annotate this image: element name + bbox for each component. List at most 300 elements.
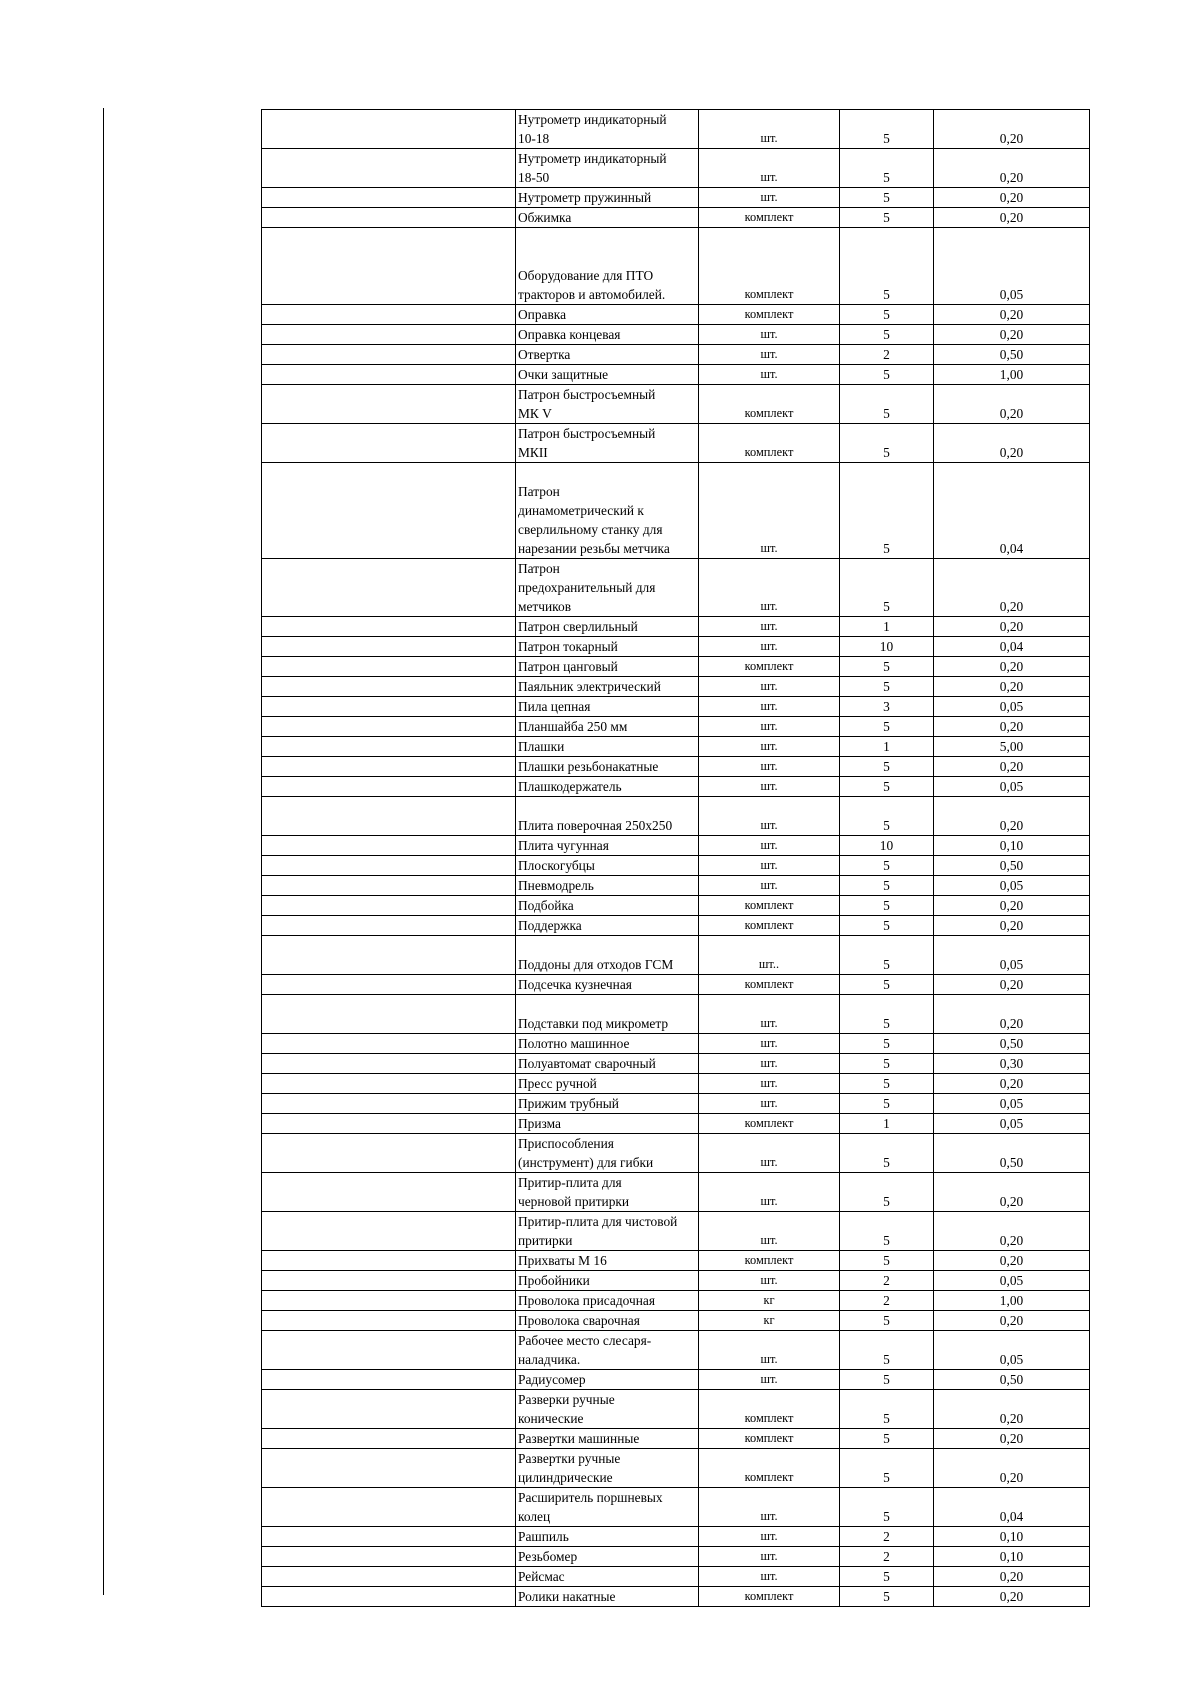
coefficient-cell: 0,20	[934, 757, 1090, 777]
coefficient-cell: 0,05	[934, 936, 1090, 975]
item-name-line: метчиков	[518, 599, 572, 614]
table-row	[262, 1074, 1090, 1094]
empty-cell	[262, 777, 516, 797]
page-margin-line	[103, 108, 104, 1595]
quantity-cell: 5	[840, 797, 934, 836]
empty-cell	[262, 1567, 516, 1587]
table-row	[262, 305, 1090, 325]
item-name-cell	[516, 1054, 699, 1074]
item-name-cell	[516, 1331, 699, 1370]
table-row	[262, 208, 1090, 228]
unit-cell: шт.	[699, 188, 840, 208]
item-name-line: Пресс ручной	[518, 1076, 597, 1091]
item-name-line: Патрон токарный	[518, 639, 618, 654]
empty-cell	[262, 385, 516, 424]
empty-cell	[262, 1074, 516, 1094]
unit-cell: шт.	[699, 325, 840, 345]
unit-cell: комплект	[699, 896, 840, 916]
item-name-line	[518, 995, 696, 1014]
item-name-line: Плашкодержатель	[518, 779, 622, 794]
empty-cell	[262, 856, 516, 876]
table-row	[262, 188, 1090, 208]
item-name-cell	[516, 305, 699, 325]
table-row	[262, 1212, 1090, 1251]
quantity-cell: 5	[840, 777, 934, 797]
item-name-line: Проволока сварочная	[518, 1313, 640, 1328]
empty-cell	[262, 208, 516, 228]
empty-cell	[262, 1429, 516, 1449]
unit-cell: шт.	[699, 1331, 840, 1370]
table-row	[262, 559, 1090, 617]
coefficient-cell: 0,20	[934, 677, 1090, 697]
coefficient-cell: 0,20	[934, 1251, 1090, 1271]
unit-cell: шт.	[699, 617, 840, 637]
empty-cell	[262, 936, 516, 975]
quantity-cell: 5	[840, 1251, 934, 1271]
coefficient-cell: 0,20	[934, 1429, 1090, 1449]
item-name-cell	[516, 208, 699, 228]
empty-cell	[262, 1291, 516, 1311]
item-name-line: Патрон	[518, 561, 560, 576]
item-name-line: колец	[518, 1509, 551, 1524]
item-name-cell	[516, 657, 699, 677]
item-name-line: Пневмодрель	[518, 878, 594, 893]
quantity-cell: 5	[840, 677, 934, 697]
item-name-cell	[516, 995, 699, 1034]
quantity-cell: 5	[840, 365, 934, 385]
empty-cell	[262, 345, 516, 365]
item-name-cell	[516, 1212, 699, 1251]
item-name-line: Рашпиль	[518, 1529, 569, 1544]
item-name-line: притирки	[518, 1233, 573, 1248]
item-name-cell	[516, 916, 699, 936]
quantity-cell: 5	[840, 916, 934, 936]
empty-cell	[262, 1527, 516, 1547]
unit-cell: шт.	[699, 697, 840, 717]
empty-cell	[262, 757, 516, 777]
quantity-cell: 5	[840, 1587, 934, 1607]
empty-cell	[262, 697, 516, 717]
item-name-line: МК V	[518, 406, 552, 421]
quantity-cell: 5	[840, 325, 934, 345]
equipment-table-body	[262, 110, 1090, 1607]
empty-cell	[262, 228, 516, 305]
item-name-line: Планшайба 250 мм	[518, 719, 628, 734]
unit-cell: шт.	[699, 1370, 840, 1390]
item-name-line: Патрон сверлильный	[518, 619, 638, 634]
unit-cell: шт.	[699, 876, 840, 896]
item-name-line: конические	[518, 1411, 584, 1426]
item-name-cell	[516, 777, 699, 797]
table-row	[262, 1587, 1090, 1607]
quantity-cell: 10	[840, 637, 934, 657]
item-name-line: Обжимка	[518, 210, 572, 225]
item-name-line: Рейсмас	[518, 1569, 565, 1584]
coefficient-cell: 0,04	[934, 1488, 1090, 1527]
item-name-line: Нутрометр пружинный	[518, 190, 652, 205]
item-name-line: Очки защитные	[518, 367, 609, 382]
empty-cell	[262, 896, 516, 916]
quantity-cell: 5	[840, 717, 934, 737]
item-name-cell	[516, 228, 699, 305]
empty-cell	[262, 1587, 516, 1607]
item-name-line: (инструмент) для гибки	[518, 1155, 654, 1170]
unit-cell: шт.	[699, 717, 840, 737]
table-row	[262, 228, 1090, 305]
table-row	[262, 637, 1090, 657]
item-name-line: Развертки ручные	[518, 1451, 621, 1466]
empty-cell	[262, 424, 516, 463]
empty-cell	[262, 1134, 516, 1173]
item-name-cell	[516, 737, 699, 757]
table-row	[262, 1114, 1090, 1134]
item-name-cell	[516, 1134, 699, 1173]
item-name-line: Патрон быстросъемный	[518, 426, 656, 441]
quantity-cell: 2	[840, 1527, 934, 1547]
unit-cell: шт.	[699, 995, 840, 1034]
item-name-line: Поддержка	[518, 918, 582, 933]
coefficient-cell: 0,20	[934, 896, 1090, 916]
unit-cell: шт.	[699, 757, 840, 777]
quantity-cell: 2	[840, 1547, 934, 1567]
item-name-line: черновой притирки	[518, 1194, 630, 1209]
item-name-cell	[516, 1094, 699, 1114]
table-row	[262, 1291, 1090, 1311]
item-name-cell	[516, 1074, 699, 1094]
item-name-line: Оправка	[518, 307, 567, 322]
item-name-line: Плита чугунная	[518, 838, 609, 853]
empty-cell	[262, 1212, 516, 1251]
item-name-cell	[516, 1173, 699, 1212]
table-row	[262, 717, 1090, 737]
coefficient-cell: 0,05	[934, 1094, 1090, 1114]
coefficient-cell: 0,20	[934, 1390, 1090, 1429]
table-row	[262, 1390, 1090, 1429]
empty-cell	[262, 325, 516, 345]
item-name-line: Прижим трубный	[518, 1096, 619, 1111]
table-row	[262, 757, 1090, 777]
empty-cell	[262, 1251, 516, 1271]
item-name-cell	[516, 836, 699, 856]
coefficient-cell: 0,05	[934, 1114, 1090, 1134]
quantity-cell: 5	[840, 1390, 934, 1429]
quantity-cell: 3	[840, 697, 934, 717]
coefficient-cell: 0,20	[934, 1311, 1090, 1331]
quantity-cell: 2	[840, 345, 934, 365]
coefficient-cell: 0,20	[934, 657, 1090, 677]
unit-cell: шт.	[699, 1094, 840, 1114]
item-name-line: Разверки ручные	[518, 1392, 615, 1407]
coefficient-cell: 0,20	[934, 424, 1090, 463]
coefficient-cell: 5,00	[934, 737, 1090, 757]
quantity-cell: 5	[840, 1054, 934, 1074]
item-name-line: Прихваты М 16	[518, 1253, 607, 1268]
quantity-cell: 2	[840, 1291, 934, 1311]
coefficient-cell: 0,20	[934, 559, 1090, 617]
quantity-cell: 5	[840, 1173, 934, 1212]
item-name-cell	[516, 1547, 699, 1567]
coefficient-cell: 0,50	[934, 1370, 1090, 1390]
equipment-table	[261, 109, 1090, 1607]
quantity-cell: 5	[840, 1567, 934, 1587]
unit-cell: шт.	[699, 1271, 840, 1291]
unit-cell: шт.	[699, 1034, 840, 1054]
item-name-cell	[516, 1488, 699, 1527]
item-name-cell	[516, 896, 699, 916]
item-name-line: Оправка концевая	[518, 327, 621, 342]
table-row	[262, 1134, 1090, 1173]
quantity-cell: 5	[840, 1449, 934, 1488]
item-name-cell	[516, 110, 699, 149]
quantity-cell: 5	[840, 936, 934, 975]
item-name-line: Плита поверочная 250х250	[518, 818, 673, 833]
quantity-cell: 5	[840, 188, 934, 208]
item-name-line: нарезании резьбы метчика	[518, 541, 670, 556]
empty-cell	[262, 1114, 516, 1134]
coefficient-cell: 0,20	[934, 1212, 1090, 1251]
item-name-cell	[516, 1311, 699, 1331]
item-name-line: Радиусомер	[518, 1372, 586, 1387]
unit-cell: шт.	[699, 1054, 840, 1074]
item-name-line: 18-50	[518, 170, 550, 185]
table-row	[262, 1449, 1090, 1488]
unit-cell: шт.	[699, 1547, 840, 1567]
item-name-line: Отвертка	[518, 347, 571, 362]
unit-cell: шт.	[699, 836, 840, 856]
empty-cell	[262, 677, 516, 697]
item-name-line	[518, 228, 696, 247]
item-name-cell	[516, 1390, 699, 1429]
unit-cell: комплект	[699, 424, 840, 463]
item-name-line	[518, 936, 696, 955]
table-row	[262, 677, 1090, 697]
item-name-cell	[516, 697, 699, 717]
coefficient-cell: 0,20	[934, 1074, 1090, 1094]
table-row	[262, 1527, 1090, 1547]
coefficient-cell: 0,05	[934, 876, 1090, 896]
table-row	[262, 1054, 1090, 1074]
unit-cell: комплект	[699, 975, 840, 995]
item-name-cell	[516, 365, 699, 385]
quantity-cell: 5	[840, 208, 934, 228]
quantity-cell: 5	[840, 1488, 934, 1527]
quantity-cell: 5	[840, 657, 934, 677]
item-name-cell	[516, 424, 699, 463]
coefficient-cell: 0,50	[934, 856, 1090, 876]
coefficient-cell: 0,20	[934, 717, 1090, 737]
unit-cell: кг	[699, 1291, 840, 1311]
item-name-line: Патрон цанговый	[518, 659, 618, 674]
item-name-cell	[516, 385, 699, 424]
table-row	[262, 149, 1090, 188]
table-row	[262, 697, 1090, 717]
quantity-cell: 5	[840, 1370, 934, 1390]
unit-cell: шт.	[699, 559, 840, 617]
empty-cell	[262, 836, 516, 856]
coefficient-cell: 0,50	[934, 1134, 1090, 1173]
empty-cell	[262, 188, 516, 208]
item-name-cell	[516, 617, 699, 637]
table-row	[262, 936, 1090, 975]
quantity-cell: 5	[840, 1311, 934, 1331]
empty-cell	[262, 1547, 516, 1567]
table-row	[262, 110, 1090, 149]
table-row	[262, 1271, 1090, 1291]
quantity-cell: 2	[840, 1271, 934, 1291]
coefficient-cell: 0,20	[934, 916, 1090, 936]
item-name-line: Проволока присадочная	[518, 1293, 656, 1308]
unit-cell: комплект	[699, 657, 840, 677]
unit-cell: шт.	[699, 1074, 840, 1094]
coefficient-cell: 0,20	[934, 325, 1090, 345]
coefficient-cell: 0,20	[934, 1173, 1090, 1212]
quantity-cell: 5	[840, 975, 934, 995]
coefficient-cell: 0,20	[934, 1567, 1090, 1587]
empty-cell	[262, 995, 516, 1034]
coefficient-cell: 0,50	[934, 345, 1090, 365]
item-name-cell	[516, 1291, 699, 1311]
item-name-line: Резьбомер	[518, 1549, 578, 1564]
table-row	[262, 463, 1090, 559]
quantity-cell: 5	[840, 757, 934, 777]
coefficient-cell: 0,20	[934, 208, 1090, 228]
quantity-cell: 5	[840, 1034, 934, 1054]
empty-cell	[262, 1449, 516, 1488]
unit-cell: шт.	[699, 110, 840, 149]
empty-cell	[262, 1311, 516, 1331]
empty-cell	[262, 1488, 516, 1527]
coefficient-cell: 0,20	[934, 617, 1090, 637]
item-name-line: Притир-плита для чистовой	[518, 1214, 678, 1229]
item-name-line: цилиндрические	[518, 1470, 613, 1485]
coefficient-cell: 0,20	[934, 797, 1090, 836]
quantity-cell: 5	[840, 1094, 934, 1114]
empty-cell	[262, 737, 516, 757]
empty-cell	[262, 975, 516, 995]
coefficient-cell: 0,05	[934, 697, 1090, 717]
item-name-line: МКII	[518, 445, 548, 460]
quantity-cell: 5	[840, 1074, 934, 1094]
coefficient-cell: 0,30	[934, 1054, 1090, 1074]
item-name-cell	[516, 1429, 699, 1449]
item-name-line: Подбойка	[518, 898, 574, 913]
item-name-line: Плашки	[518, 739, 565, 754]
table-row	[262, 1488, 1090, 1527]
coefficient-cell: 0,20	[934, 995, 1090, 1034]
quantity-cell: 5	[840, 896, 934, 916]
unit-cell: шт.	[699, 365, 840, 385]
item-name-line: Патрон быстросъемный	[518, 387, 656, 402]
quantity-cell: 5	[840, 995, 934, 1034]
empty-cell	[262, 463, 516, 559]
unit-cell: комплект	[699, 1390, 840, 1429]
empty-cell	[262, 617, 516, 637]
item-name-line: сверлильному станку для	[518, 522, 663, 537]
table-row	[262, 1311, 1090, 1331]
item-name-line: Оборудование для ПТО	[518, 268, 654, 283]
unit-cell: шт.	[699, 463, 840, 559]
coefficient-cell: 0,20	[934, 975, 1090, 995]
coefficient-cell: 0,20	[934, 385, 1090, 424]
coefficient-cell: 0,05	[934, 777, 1090, 797]
item-name-line: Призма	[518, 1116, 561, 1131]
unit-cell: шт.	[699, 1212, 840, 1251]
item-name-line	[518, 247, 696, 266]
quantity-cell: 5	[840, 876, 934, 896]
coefficient-cell: 0,20	[934, 188, 1090, 208]
item-name-line: Паяльник электрический	[518, 679, 661, 694]
table-row	[262, 325, 1090, 345]
quantity-cell: 1	[840, 617, 934, 637]
quantity-cell: 5	[840, 424, 934, 463]
quantity-cell: 5	[840, 1331, 934, 1370]
empty-cell	[262, 1094, 516, 1114]
table-row	[262, 975, 1090, 995]
empty-cell	[262, 637, 516, 657]
item-name-line: Развертки машинные	[518, 1431, 640, 1446]
table-row	[262, 424, 1090, 463]
empty-cell	[262, 1331, 516, 1370]
item-name-line: Нутрометр индикаторный	[518, 151, 667, 166]
item-name-line: Патрон	[518, 484, 560, 499]
quantity-cell: 1	[840, 737, 934, 757]
table-row	[262, 617, 1090, 637]
table-row	[262, 1251, 1090, 1271]
item-name-cell	[516, 876, 699, 896]
coefficient-cell: 0,50	[934, 1034, 1090, 1054]
item-name-cell	[516, 1251, 699, 1271]
quantity-cell: 1	[840, 1114, 934, 1134]
item-name-line: динамометрический к	[518, 503, 644, 518]
coefficient-cell: 1,00	[934, 365, 1090, 385]
quantity-cell: 5	[840, 110, 934, 149]
empty-cell	[262, 365, 516, 385]
table-row	[262, 657, 1090, 677]
empty-cell	[262, 1271, 516, 1291]
table-row	[262, 345, 1090, 365]
quantity-cell: 5	[840, 385, 934, 424]
quantity-cell: 5	[840, 856, 934, 876]
unit-cell: шт.	[699, 345, 840, 365]
quantity-cell: 5	[840, 1212, 934, 1251]
empty-cell	[262, 1054, 516, 1074]
unit-cell: комплект	[699, 1449, 840, 1488]
item-name-cell	[516, 559, 699, 617]
item-name-line: Поддоны для отходов ГСМ	[518, 957, 674, 972]
item-name-line: Подсечка кузнечная	[518, 977, 632, 992]
coefficient-cell: 0,20	[934, 1587, 1090, 1607]
table-row	[262, 385, 1090, 424]
table-row	[262, 1567, 1090, 1587]
table-row	[262, 876, 1090, 896]
coefficient-cell: 0,20	[934, 305, 1090, 325]
empty-cell	[262, 149, 516, 188]
unit-cell: кг	[699, 1311, 840, 1331]
empty-cell	[262, 559, 516, 617]
unit-cell: шт.	[699, 637, 840, 657]
quantity-cell: 10	[840, 836, 934, 856]
item-name-line: Приспособления	[518, 1136, 614, 1151]
item-name-line: Пробойники	[518, 1273, 590, 1288]
empty-cell	[262, 797, 516, 836]
coefficient-cell: 0,10	[934, 1527, 1090, 1547]
item-name-cell	[516, 1587, 699, 1607]
empty-cell	[262, 916, 516, 936]
unit-cell: комплект	[699, 1114, 840, 1134]
item-name-cell	[516, 149, 699, 188]
table-row	[262, 995, 1090, 1034]
item-name-cell	[516, 1567, 699, 1587]
